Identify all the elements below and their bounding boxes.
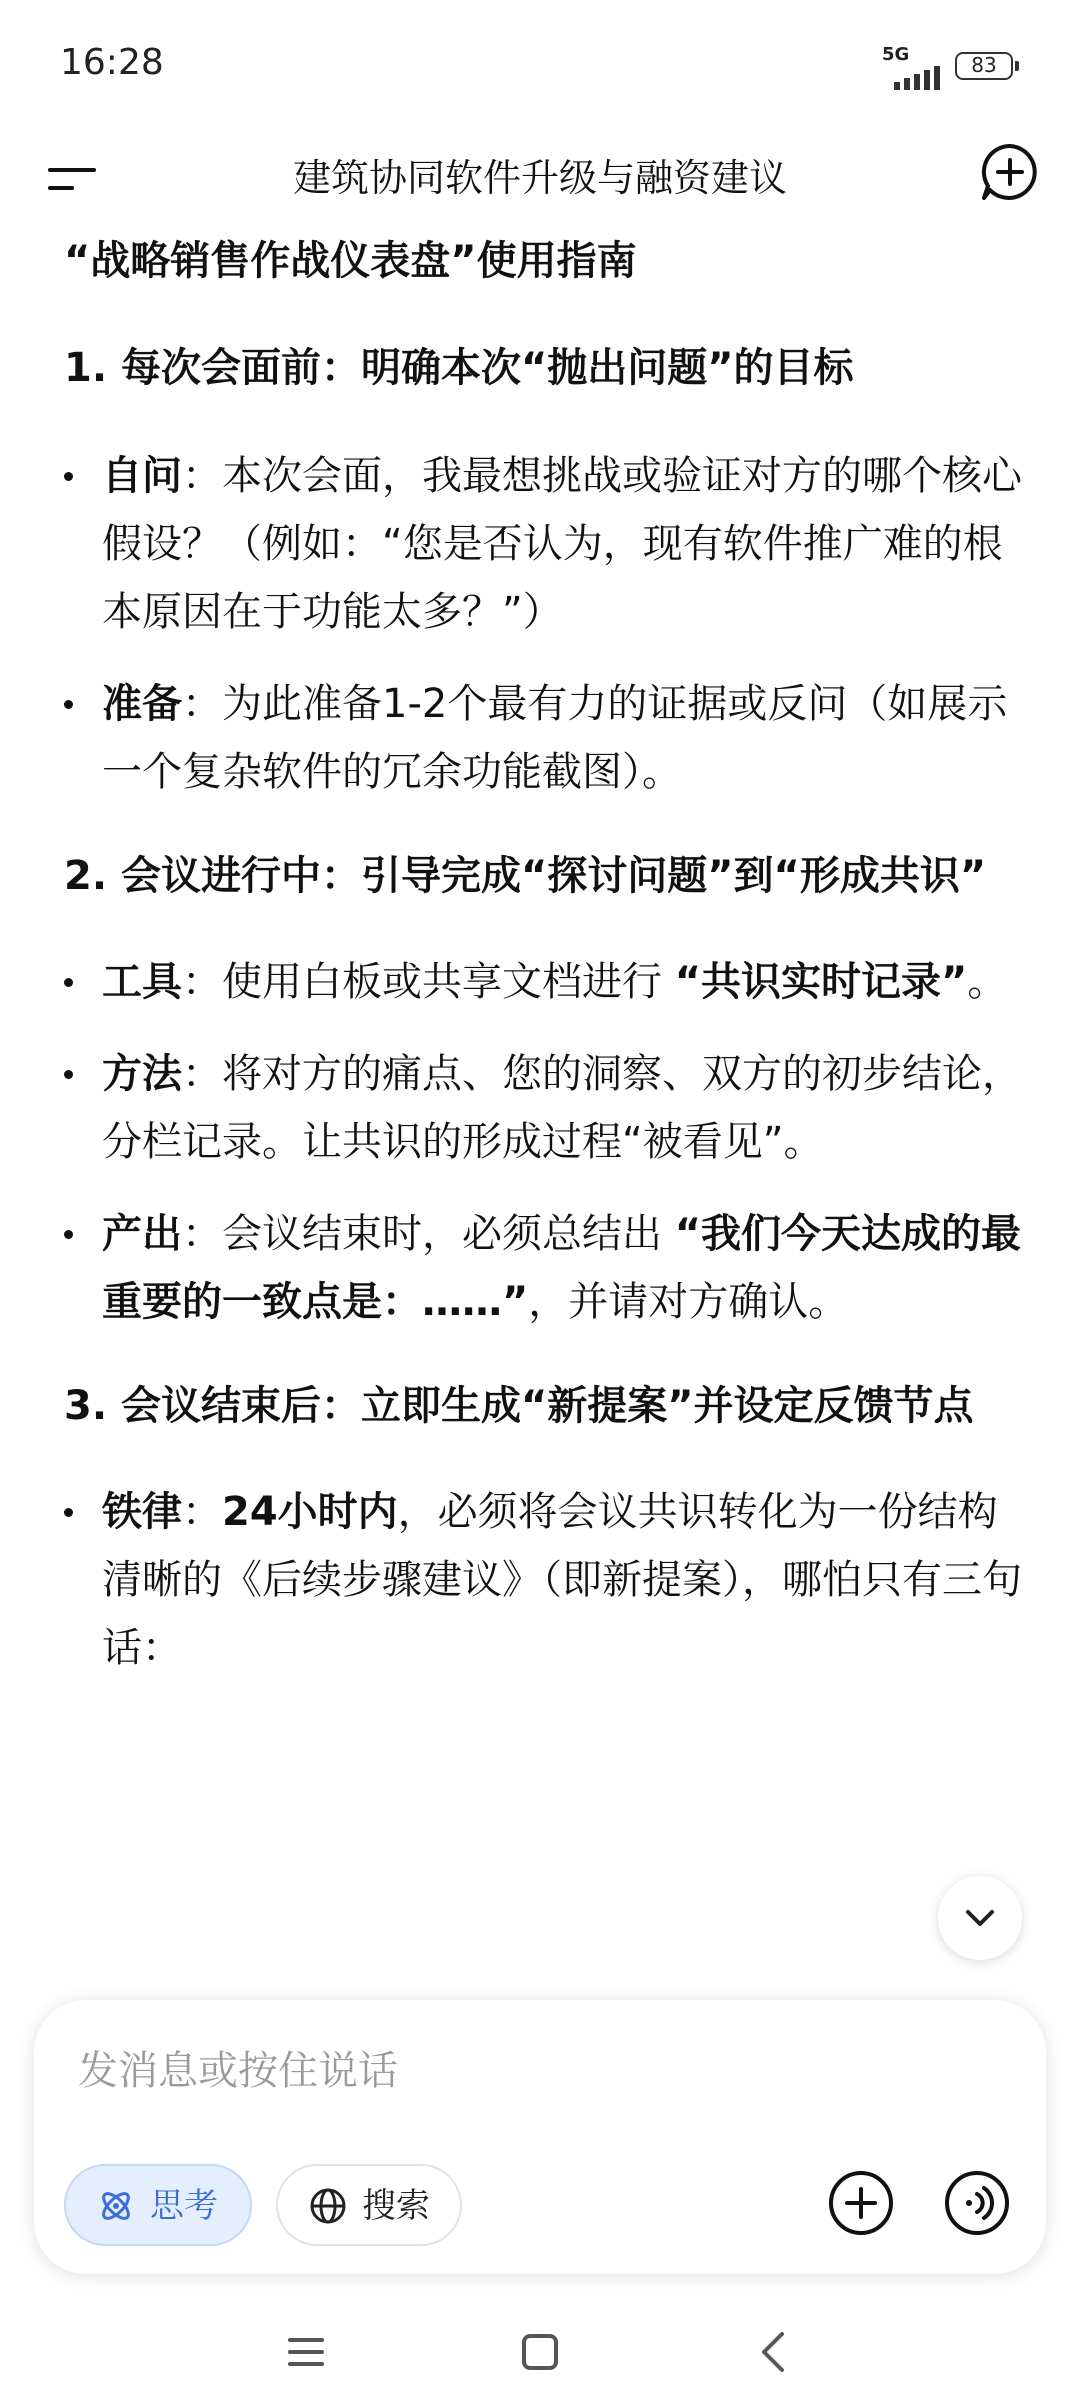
guide-title: “战略销售作战仪表盘”使用指南 [64,238,637,284]
atom-icon [96,2186,136,2226]
bullet-dot [64,978,73,987]
status-time: 16:28 [60,42,164,83]
bullet-emphasis: “共识实时记录” [674,959,968,1005]
bullet-text: ：会议结束时，必须总结出 [182,1211,675,1257]
bullet-label: 方法 [102,1051,182,1097]
bullet-dot [64,1230,73,1239]
bullet-text: ：本次会面，我最想挑战或验证对方的哪个核心假设？（例如：“您是否认为，现有软件推广难的根本原因在于功能太多？”） [102,453,1022,635]
message-content [64,228,1024,1682]
network-type: 5G [882,44,910,65]
search-toggle[interactable] [276,2164,462,2246]
conversation-title: 建筑协同软件升级与融资建议 [292,156,787,200]
new-chat-icon[interactable] [978,140,1042,204]
bullet-label: 准备 [102,681,182,727]
list-item [64,1040,1024,1176]
recent-apps-icon[interactable] [276,2322,336,2382]
add-attachment-button[interactable] [826,2168,896,2238]
globe-icon [308,2186,348,2226]
bullet-dot [64,472,73,481]
bullet-dot [64,700,73,709]
menu-icon[interactable] [44,148,104,208]
home-icon[interactable] [510,2322,570,2382]
list-item [64,948,1024,1016]
bullet-text-end: ，并请对方确认。 [528,1279,849,1325]
bullet-dot [64,1508,73,1517]
bullet-emphasis: “我们今天达成的最重要的一致点是：……” [102,1211,1022,1325]
bullet-emphasis: 24小时内 [222,1489,398,1535]
bullet-text: ：为此准备1-2个最有力的证据或反问（如展示一个复杂软件的冗余功能截图）。 [102,681,1008,795]
bullet-text: ，必须将会议共识转化为一份结构清晰的《后续步骤建议》（即新提案），哪怕只有三句话： [102,1489,1022,1671]
think-toggle[interactable] [64,2164,252,2246]
battery-level: 83 [971,53,997,77]
back-icon[interactable] [744,2322,804,2382]
think-label: 思考 [150,2186,218,2226]
app-header [0,130,1080,230]
system-nav-bar [0,2300,1080,2400]
search-label: 搜索 [362,2186,430,2226]
section-1-title: 1. 每次会面前：明确本次“抛出问题”的目标 [64,345,854,391]
composer [34,2000,1046,2274]
bullet-label: 铁律 [102,1489,182,1535]
bullet-text: ：将对方的痛点、您的洞察、双方的初步结论，分栏记录。让共识的形成过程“被看见”。 [102,1051,1022,1165]
plus-icon [826,2168,896,2238]
list-item [64,442,1024,646]
list-item [64,1478,1024,1682]
bullet-separator: ： [182,1489,222,1535]
chevron-down-icon [962,1900,998,1936]
battery-icon [955,52,1013,80]
voice-button[interactable] [942,2168,1012,2238]
section-3-title: 3. 会议结束后：立即生成“新提案”并设定反馈节点 [64,1383,974,1429]
bullet-label: 自问 [102,453,182,499]
bullet-text-end: 。 [967,959,1008,1005]
bullet-label: 产出 [102,1211,182,1257]
bullet-dot [64,1070,73,1079]
status-bar [0,0,1080,130]
cellular-signal-icon [882,46,944,86]
scroll-to-bottom-button[interactable] [938,1876,1022,1960]
list-item [64,1200,1024,1336]
bullet-label: 工具 [102,959,182,1005]
list-item [64,670,1024,806]
section-2-title: 2. 会议进行中：引导完成“探讨问题”到“形成共识” [64,853,987,899]
message-input[interactable] [76,2040,880,2102]
bullet-text: ：使用白板或共享文档进行 [182,959,675,1005]
voice-wave-icon [942,2168,1012,2238]
